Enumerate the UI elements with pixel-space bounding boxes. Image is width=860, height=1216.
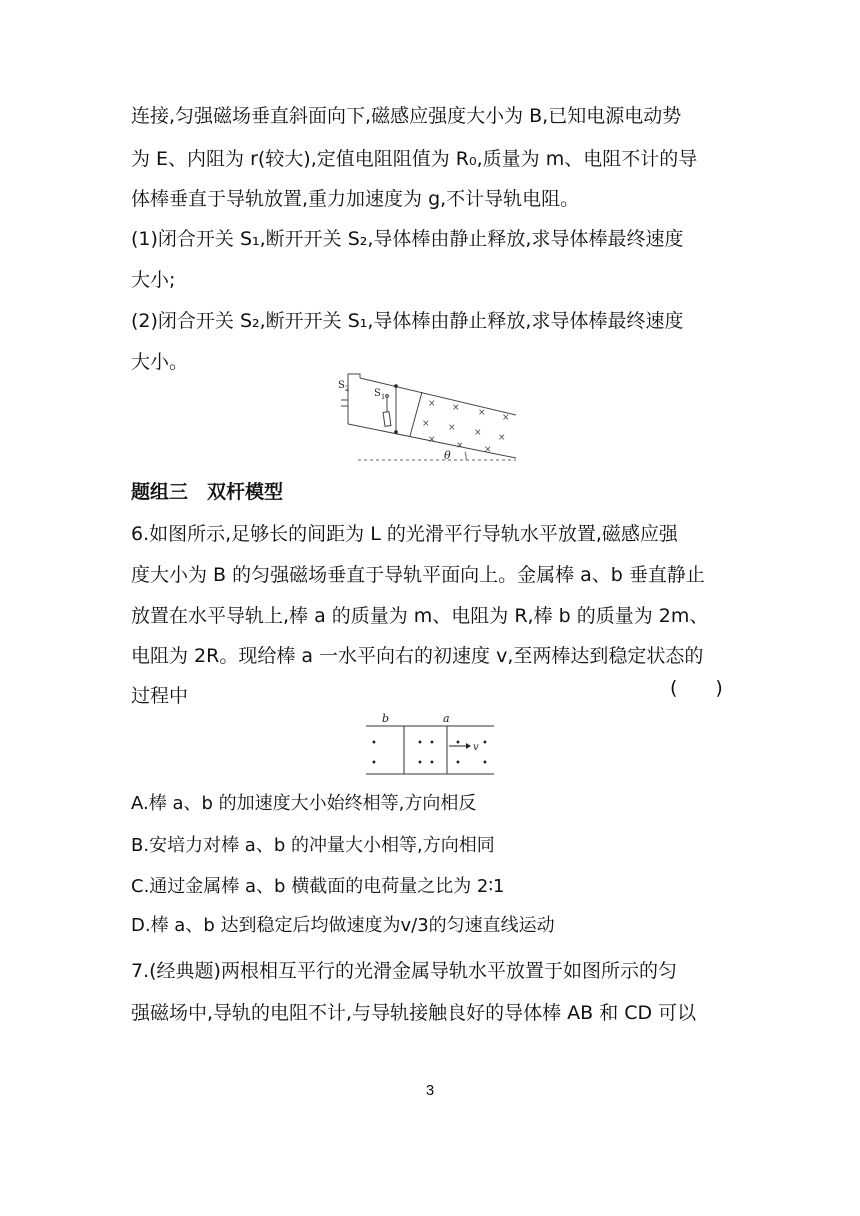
incline-rail-figure: [338, 372, 528, 464]
text-line: 大小。: [131, 351, 189, 373]
option-d: D.棒 a、b 达到稳定后均做速度为v/3的匀速直线运动: [131, 915, 555, 936]
velocity-label: v: [473, 742, 479, 753]
field-cross: ×: [422, 419, 430, 429]
rod-a-label: a: [443, 712, 450, 725]
field-dot: •: [455, 758, 461, 769]
rod-b-label: b: [382, 712, 390, 725]
field-dot: •: [429, 738, 435, 749]
text-line: 大小;: [131, 269, 176, 291]
field-dot: •: [429, 758, 435, 769]
switch-s2-label: $S_2$: [338, 380, 350, 393]
option-c: C.通过金属棒 a、b 横截面的电荷量之比为 2∶1: [131, 876, 505, 897]
text-line: 7.(经典题)两根相互平行的光滑金属导轨水平放置于如图所示的匀: [131, 960, 677, 982]
text-line: (1)闭合开关 S₁,断开开关 S₂,导体棒由静止释放,求导体棒最终速度: [131, 228, 684, 250]
option-a: A.棒 a、b 的加速度大小始终相等,方向相反: [131, 793, 477, 814]
field-dot: •: [455, 738, 461, 749]
field-cross: ×: [456, 441, 464, 451]
text-line: 放置在水平导轨上,棒 a 的质量为 m、电阻为 R,棒 b 的质量为 2m、: [131, 605, 709, 627]
field-cross: ×: [502, 413, 510, 423]
text-line: 6.如图所示,足够长的间距为 L 的光滑平行导轨水平放置,磁感应强: [131, 523, 678, 545]
field-cross: ×: [428, 399, 436, 409]
field-cross: ×: [478, 408, 486, 418]
field-dot: •: [482, 758, 488, 769]
theta-label: θ: [444, 449, 451, 462]
text-line: 体棒垂直于导轨放置,重力加速度为 g,不计导轨电阻。: [131, 188, 580, 210]
field-cross: ×: [428, 435, 436, 445]
field-dot: •: [417, 758, 423, 769]
field-cross: ×: [484, 445, 492, 455]
field-cross: ×: [498, 433, 506, 443]
text-line: 强磁场中,导轨的电阻不计,与导轨接触良好的导体棒 AB 和 CD 可以: [131, 1002, 697, 1024]
field-dot: •: [371, 738, 377, 749]
text-line: 电阻为 2R。现给棒 a 一水平向右的初速度 v,至两棒达到稳定状态的: [131, 645, 704, 667]
double-rod-figure: [364, 710, 496, 778]
field-dot: •: [482, 738, 488, 749]
text-line: 连接,匀强磁场垂直斜面向下,磁感应强度大小为 B,已知电源电动势: [131, 105, 682, 127]
field-dot: •: [371, 758, 377, 769]
page-number: 3: [425, 1082, 435, 1099]
field-dot: •: [417, 738, 423, 749]
field-cross: ×: [474, 428, 482, 438]
text-line: 过程中: [131, 685, 189, 707]
field-cross: ×: [452, 403, 460, 413]
section-heading: 题组三 双杆模型: [131, 481, 284, 503]
field-cross: ×: [448, 423, 456, 433]
text-line: 为 E、内阻为 r(较大),定值电阻阻值为 R₀,质量为 m、电阻不计的导: [131, 148, 698, 170]
text-line: (2)闭合开关 S₂,断开开关 S₁,导体棒由静止释放,求导体棒最终速度: [131, 310, 684, 332]
option-b: B.安培力对棒 a、b 的冲量大小相等,方向相同: [131, 835, 495, 856]
answer-paren: ( ): [670, 677, 723, 699]
switch-s1-label: $S_1$: [374, 388, 386, 401]
text-line: 度大小为 B 的匀强磁场垂直于导轨平面向上。金属棒 a、b 垂直静止: [131, 564, 705, 586]
